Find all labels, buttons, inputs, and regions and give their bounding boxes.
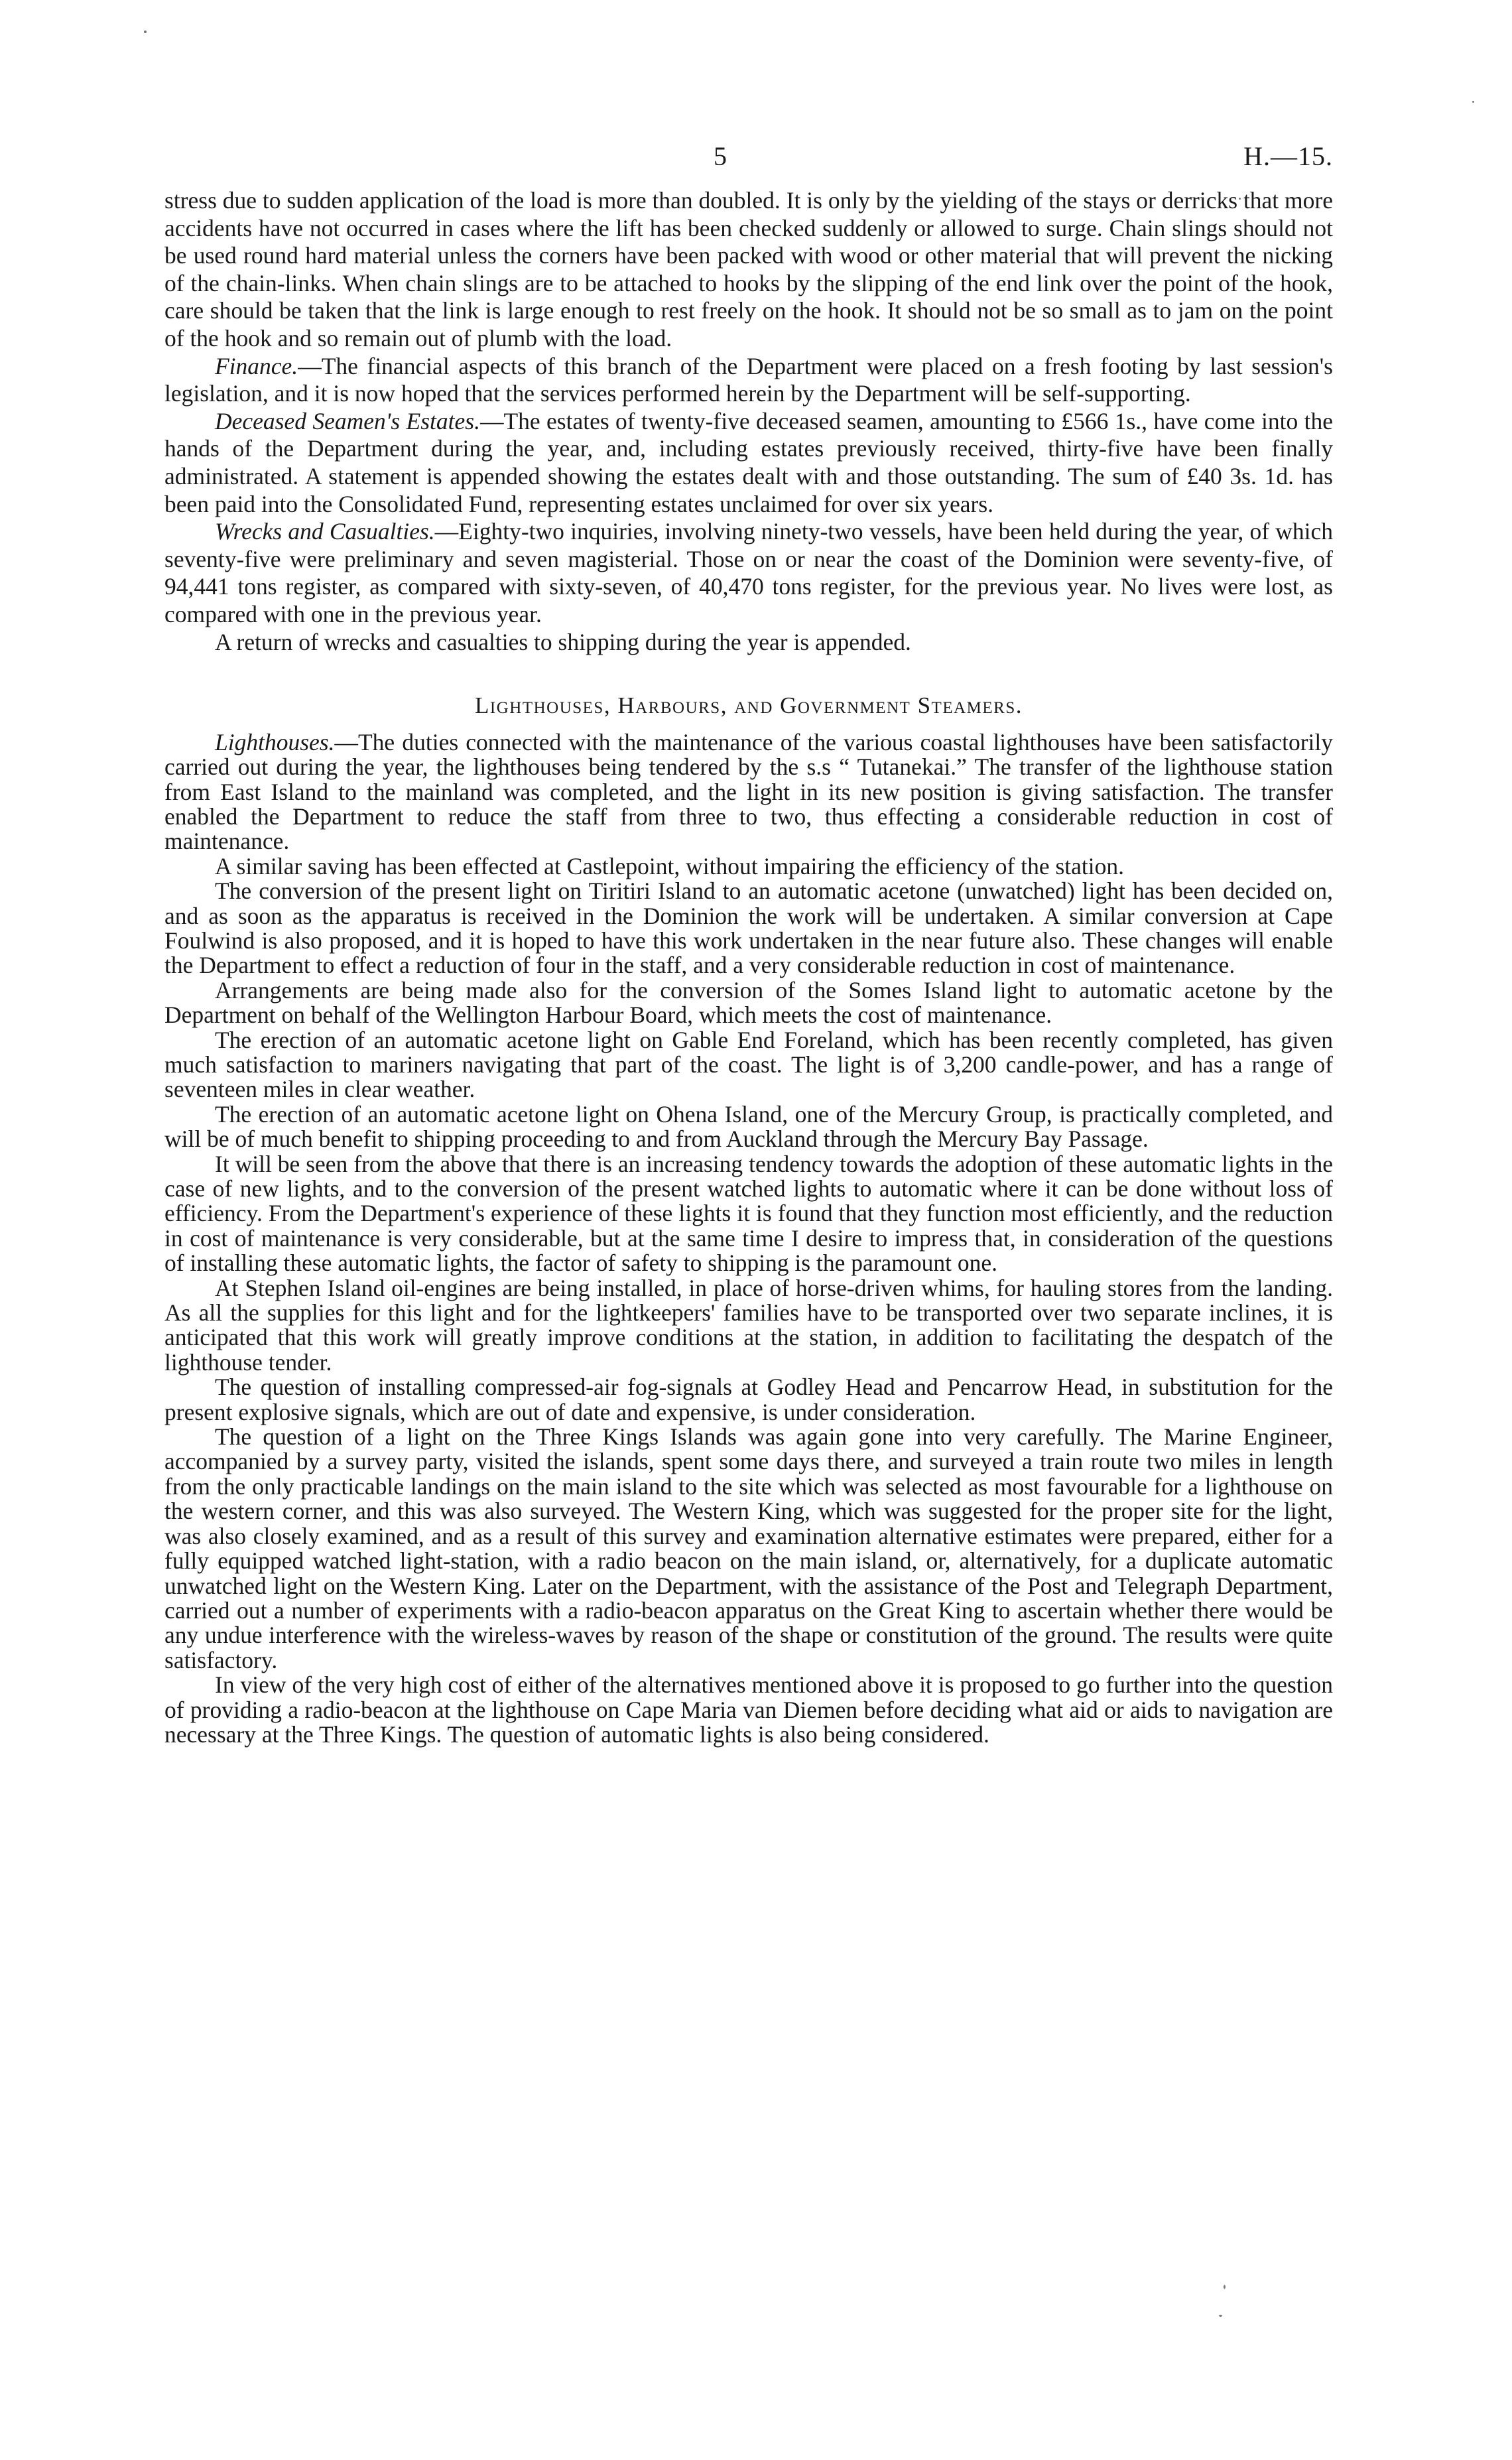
finance-lead: Finance. — [215, 352, 298, 379]
section-heading: Lighthouses, Harbours, and Government Steamers. — [475, 692, 1023, 719]
body-text — [164, 187, 1333, 1747]
wrecks-text: —Eighty-two inquiries, involving ninety-two vessels, have been held during the year, of which seventy-five were preliminary and seven magisterial. Those on or near the coast of the Dominion were seventy-five, of 94,441 tons register, as compared with sixty-seven, of 40,470 tons register, for the previous year. No lives were lost, as compared with one in the previous year. — [164, 518, 1333, 627]
finance-text: —The financial aspects of this branch of the Department were placed on a fresh footing by last session's legislation, and it is now hoped that the services performed herein by the Department will be self-supporting. — [164, 352, 1333, 407]
estates-text: —The estates of twenty-five deceased seamen, amounting to £566 1s., have come into the hands of the Department during the year, and, including estates previously received, thirty-five have been finally administrated. A statement is appended showing the estates dealt with and those outstanding. The sum of £40 3s. 1d. has been paid into the Consolidated Fund, representing estates unclaimed for over six years. — [164, 407, 1333, 517]
paragraph-lighthouses — [164, 730, 1333, 854]
paragraph-finance — [164, 353, 1333, 408]
paragraph-stephen-island: At Stephen Island oil-engines are being installed, in place of horse-driven whims, for hauling stores from the landing. As all the supplies for this light and for the lightkeepers' families have to be transported over two separate inclines, it is anticipated that this work will greatly improve conditions at the station, in addition to facilitating the despatch of the lighthouse tender. — [164, 1274, 1333, 1376]
paragraph-chain-slings: stress due to sudden application of the load is more than doubled. It is only by the yielding of the stays or derricks that more accidents have not occurred in cases where the lift has been checked suddenly or allowed to surge. Chain slings should not be used round hard material unless the corners have been packed with wood or other material that will prevent the nicking of the chain-links. When chain slings are to be attached to hooks by the slipping of the end link over the point of the hook, care should be taken that the link is large enough to rest freely on the hook. It should not be so small as to jam on the point of the hook and so remain out of plumb with the load. — [164, 187, 1333, 352]
paragraph-castlepoint: A similar saving has been effected at Castlepoint, without impairing the efficiency of the station. — [215, 852, 1124, 879]
paragraph-three-kings: The question of a light on the Three Kings Islands was again gone into very carefully. The Marine Engineer, accompanied by a survey party, visited the islands, spent some days there, and surveyed a train route two miles in length from the only practicable landings on the main island to the site which was selected as most favourable for a lighthouse on the western corner, and this was also surveyed. The Western King, which was suggested for the proper site for the light, was also closely examined, and as a result of this survey and examination alternative estimates were prepared, either for a fully equipped watched light-station, with a radio beacon on the main island, or, alternatively, for a duplicate automatic unwatched light on the Western King. Later on the Department, with the assistance of the Post and Telegraph Department, carried out a number of experiments with a radio-beacon apparatus on the Great King to ascertain whether there would be any undue interference with the wireless-waves by reason of the shape or constitution of the ground. The results were quite satisfactory. — [164, 1423, 1333, 1673]
estates-lead: Deceased Seamen's Estates. — [215, 407, 480, 434]
paragraph-fog-signals: The question of installing compressed-air fog-signals at Godley Head and Pencarrow Head, in substitution for the present explosive signals, which are out of date and expensive, is under consideration. — [164, 1374, 1333, 1425]
page-number: 5 — [714, 141, 727, 171]
paragraph-automatic-tendency: It will be seen from the above that there is an increasing tendency towards the adoption of these automatic lights in the case of new lights, and to the conversion of the present watched lights to automatic where it can be done without loss of efficiency. From the Department's experience of these lights it is found that they function most efficiently, and the reduction in cost of maintenance is very considerable, but at the same time I desire to impress that, in consideration of the questions of installing these automatic lights, the factor of safety to shipping is the paramount one. — [164, 1150, 1333, 1277]
page-speck — [1219, 2315, 1222, 2317]
section-gap — [164, 656, 1333, 677]
paragraph-gable-end: The erection of an automatic acetone light on Gable End Foreland, which has been recently completed, has given much satisfaction to mariners navigating that part of the coast. The light is of 3,200 candle-power, and has a range of seventeen miles in clear weather. — [164, 1026, 1333, 1103]
paragraph-somes-island: Arrangements are being made also for the conversion of the Somes Island light to automatic acetone by the Department on behalf of the Wellington Harbour Board, which meets the cost of maintenance. — [164, 976, 1333, 1029]
lighthouses-text: —The duties connected with the maintenance of the various coastal lighthouses have been satisfactorily carried out during the year, the lighthouses being tendered by the s.s “ Tutanekai.” The transfer of the lighthouse station from East Island to the mainland was completed, and the light in its new position is giving satisfaction. The transfer enabled the Department to reduce the staff from three to two, thus effecting a considerable reduction in cost of maintenance. — [164, 728, 1333, 855]
page-speck — [1224, 2285, 1226, 2289]
page-speck — [1472, 101, 1474, 103]
page-speck — [144, 31, 147, 33]
paragraph-wrecks — [164, 518, 1333, 628]
paragraph-wrecks-return: A return of wrecks and casualties to shipping during the year is appended. — [215, 628, 911, 655]
paper-reference: H.—15. — [1243, 141, 1333, 171]
paragraph-ohena-island: The erection of an automatic acetone light on Ohena Island, one of the Mercury Group, is practically completed, and will be of much benefit to shipping proceeding to and from Auckland through the Mercury Bay Passage. — [164, 1100, 1333, 1153]
lighthouses-lead: Lighthouses. — [215, 728, 335, 755]
wrecks-lead: Wrecks and Casualties. — [215, 518, 435, 545]
document-page — [164, 141, 1333, 1747]
running-head — [164, 141, 1333, 187]
paragraph-radio-beacon: In view of the very high cost of either of the alternatives mentioned above it is proposed to go further into the question of providing a radio-beacon at the lighthouse on Cape Maria van Diemen before deciding what aid or aids to navigation are necessary at the Three Kings. The question of automatic lights is also being considered. — [164, 1671, 1333, 1748]
paragraph-deceased-estates — [164, 408, 1333, 518]
paragraph-tiritiri: The conversion of the present light on Tiritiri Island to an automatic acetone (unwatched) light has been decided on, and as soon as the apparatus is received in the Dominion the work will be undertaken. A similar conversion at Cape Foulwind is also proposed, and it is hoped to have this work undertaken in the near future also. These changes will enable the Department to effect a reduction of four in the staff, and a very considerable reduction in cost of maintenance. — [164, 877, 1333, 979]
